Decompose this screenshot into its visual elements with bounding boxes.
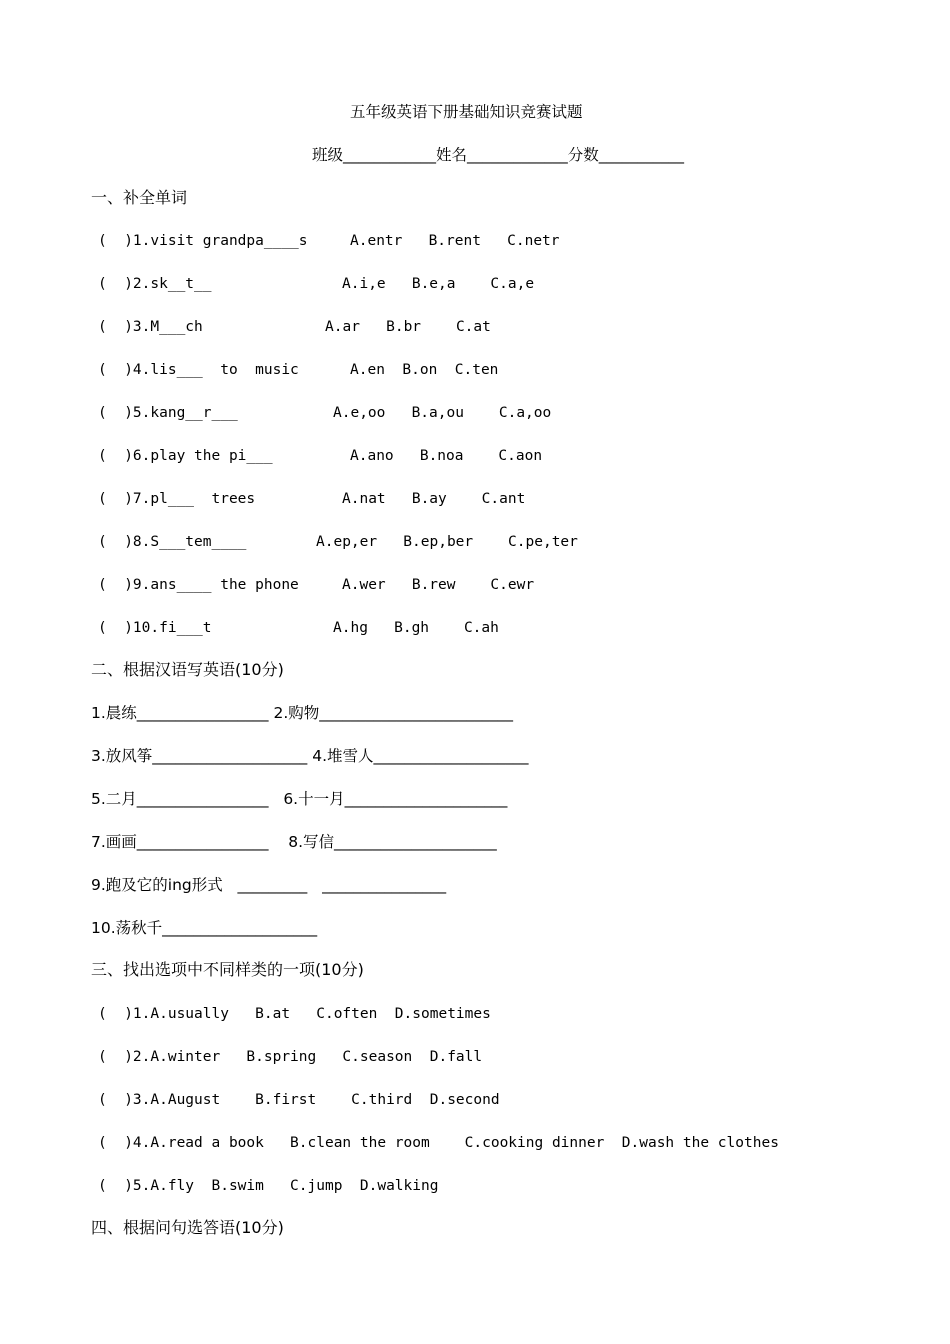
s1-q4: ( )4.lis___ to music	[98, 362, 299, 378]
s1-q7: ( )7.pl___ trees	[98, 491, 256, 507]
section3-heading: 三、找出选项中不同样类的一项(10分)	[91, 960, 364, 979]
s3-q1: ( )1.A.usually B.at C.often D.sometimes	[98, 1006, 491, 1022]
student-info-line: 班级____________姓名_____________分数___________	[312, 146, 685, 164]
s1-q2-options: A.i,e B.e,a C.a,e	[342, 276, 535, 292]
s2-line5: 9.跑及它的ing形式 _________ ________________	[91, 876, 447, 894]
section1-heading: 一、补全单词	[91, 188, 188, 207]
s3-q4: ( )4.A.read a book B.clean the room C.cooking dinner D.wash the clothes	[98, 1135, 779, 1151]
s1-q1-options: A.entr B.rent C.netr	[350, 233, 560, 249]
s1-q10: ( )10.fi___t	[98, 620, 212, 636]
s1-q10-options: A.hg B.gh C.ah	[333, 620, 499, 636]
s3-q3: ( )3.A.August B.first C.third D.second	[98, 1092, 500, 1108]
s1-q7-options: A.nat B.ay C.ant	[342, 491, 526, 507]
s1-q5-options: A.e,oo B.a,ou C.a,oo	[333, 405, 552, 421]
s2-line3: 5.二月_________________ 6.十一月_____________________	[91, 790, 508, 808]
s1-q8: ( )8.S___tem____	[98, 534, 247, 550]
s2-line6: 10.荡秋千____________________	[91, 919, 318, 937]
s1-q3: ( )3.M___ch	[98, 319, 203, 335]
s1-q1: ( )1.visit grandpa____s	[98, 233, 308, 249]
s1-q9: ( )9.ans____ the phone	[98, 577, 299, 593]
s1-q2: ( )2.sk__t__	[98, 276, 212, 292]
section4-heading: 四、根据问句选答语(10分)	[91, 1218, 284, 1237]
exam-title: 五年级英语下册基础知识竞赛试题	[350, 103, 583, 121]
s1-q6: ( )6.play the pi___	[98, 448, 273, 464]
s2-line4: 7.画画_________________ 8.写信_____________________	[91, 833, 497, 851]
s1-q9-options: A.wer B.rew C.ewr	[342, 577, 535, 593]
s1-q4-options: A.en B.on C.ten	[350, 362, 499, 378]
s1-q3-options: A.ar B.br C.at	[325, 319, 491, 335]
section2-heading: 二、根据汉语写英语(10分)	[91, 660, 284, 679]
s2-line2: 3.放风筝____________________ 4.堆雪人____________________	[91, 747, 529, 765]
s3-q5: ( )5.A.fly B.swim C.jump D.walking	[98, 1178, 439, 1194]
s1-q6-options: A.ano B.noa C.aon	[350, 448, 543, 464]
s2-line1: 1.晨练_________________ 2.购物_________________________	[91, 704, 514, 722]
s3-q2: ( )2.A.winter B.spring C.season D.fall	[98, 1049, 483, 1065]
s1-q5: ( )5.kang__r___	[98, 405, 238, 421]
s1-q8-options: A.ep,er B.ep,ber C.pe,ter	[316, 534, 578, 550]
